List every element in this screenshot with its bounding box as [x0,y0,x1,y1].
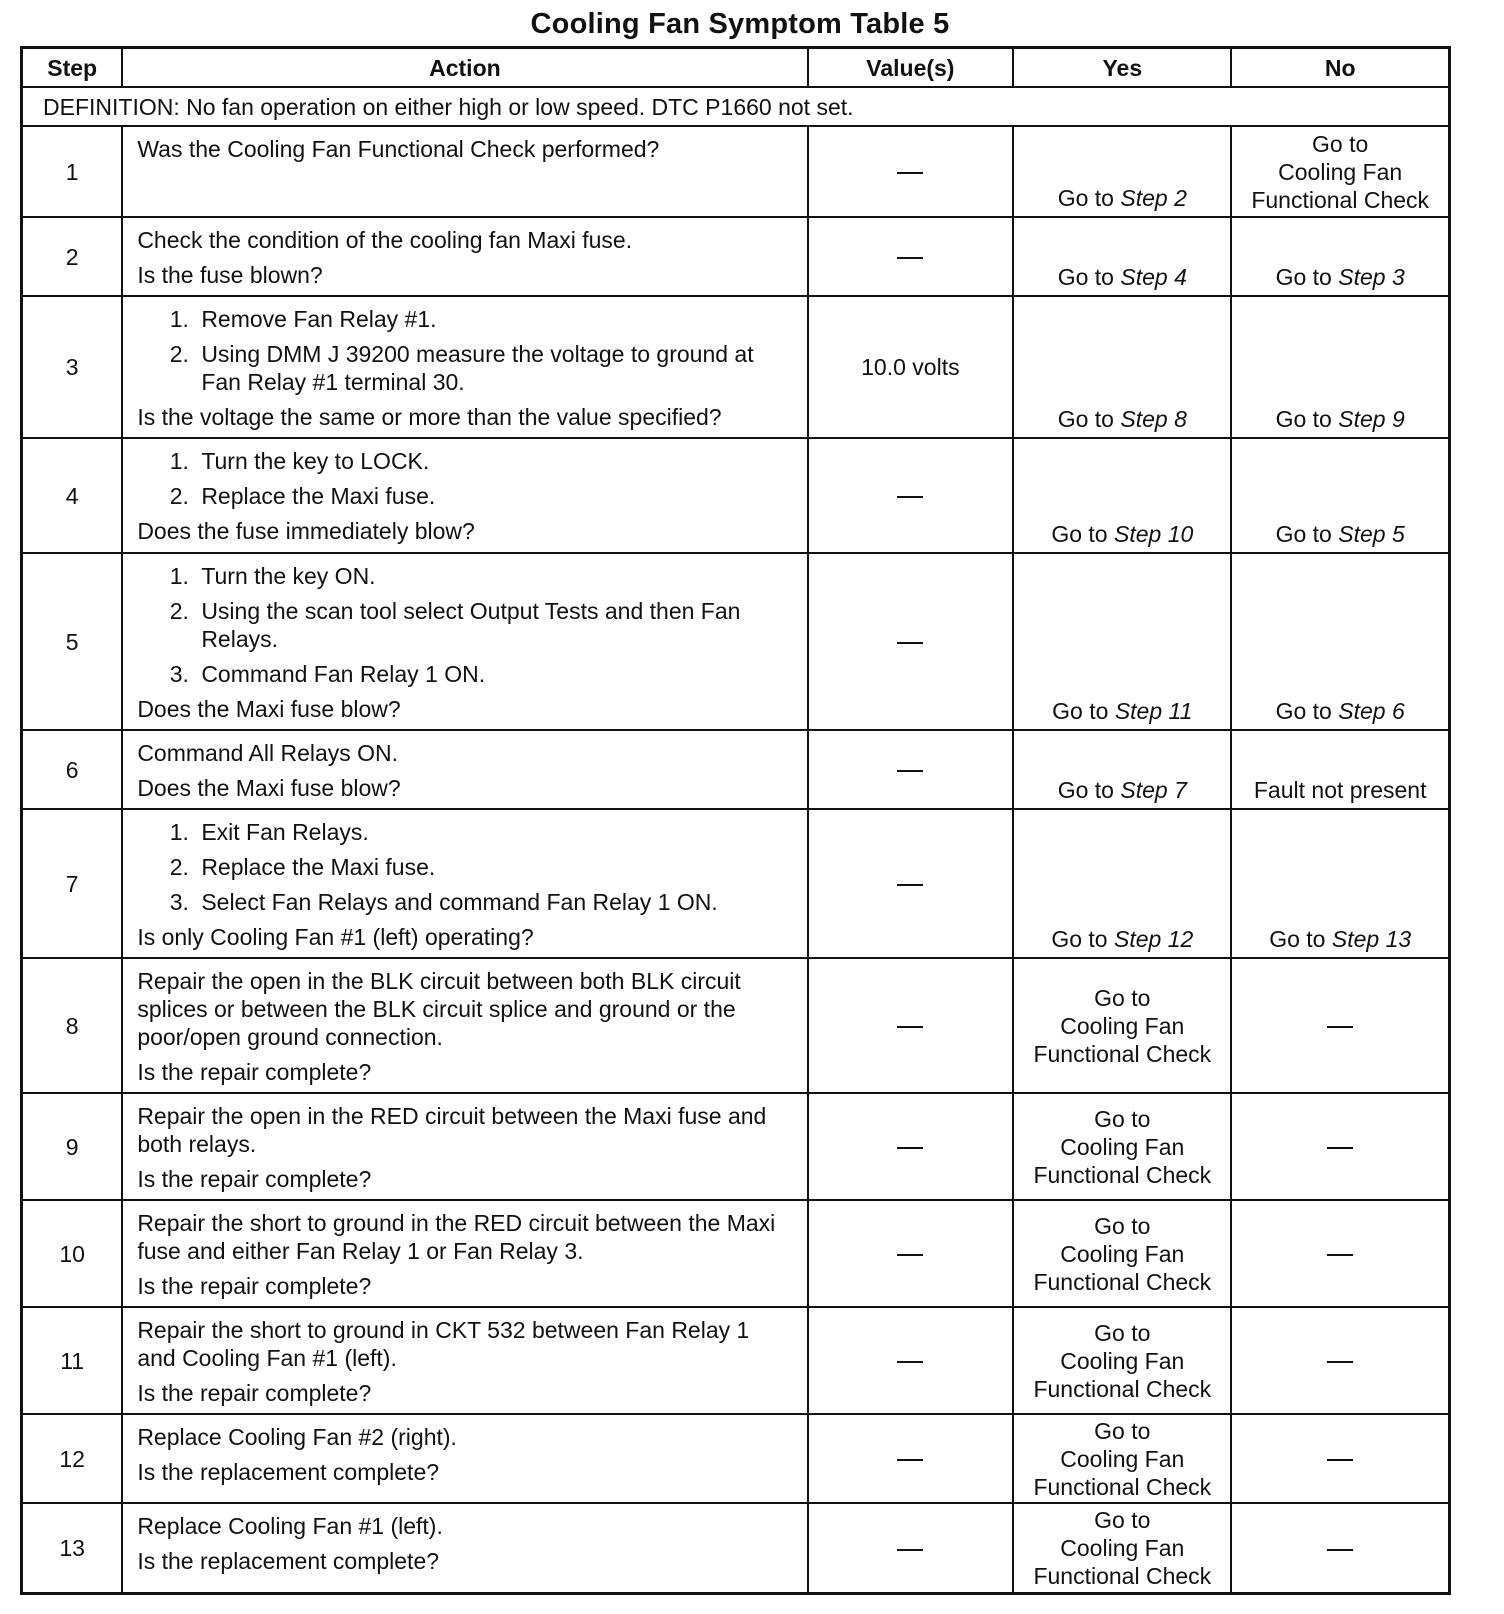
action-cell [122,438,807,553]
substep-list [137,562,792,688]
outcome-line: Functional Check [1033,1040,1212,1067]
table-row [22,1093,1450,1200]
action-question: Is the replacement complete? [137,1459,440,1485]
action-cell [122,126,807,217]
step-link[interactable]: Step 10 [1113,521,1194,547]
dash-mark [897,496,923,498]
definition-text: DEFINITION: No fan operation on either high or low speed. DTC P1660 not set. [22,87,1450,126]
outcome-line: Cooling Fan [1060,1012,1185,1039]
header-step: Step [22,48,123,88]
action-question: Is only Cooling Fan #1 (left) operating? [137,924,534,950]
action-text: Command All Relays ON. [137,740,399,766]
step-link[interactable]: Step 9 [1338,406,1405,432]
action-question: Is the repair complete? [137,1059,372,1085]
step-link[interactable]: Step 4 [1120,264,1187,290]
value-cell [808,296,1014,438]
action-text: Check the condition of the cooling fan Maxi fuse. [137,227,633,253]
step-link[interactable]: Step 13 [1331,926,1412,952]
outcome-line: Go to [1094,1319,1151,1346]
outcome-line: Cooling Fan [1060,1347,1185,1374]
substep-item: 2. Using DMM J 39200 measure the voltage to ground at Fan Relay #1 terminal 30. [195,340,792,396]
outcome-text: Fault not present [1253,777,1427,803]
value-cell [808,553,1014,730]
goto-prefix: Go to [1275,264,1332,290]
step-link[interactable]: Step 5 [1338,521,1405,547]
outcome-line: Cooling Fan [1060,1445,1185,1472]
value-cell [808,1503,1014,1593]
action-question: Is the voltage the same or more than the value specified? [137,404,722,430]
dash-mark [897,172,923,174]
value-cell [808,1200,1014,1307]
table-row [22,1200,1450,1307]
action-text: Repair the short to ground in the RED circuit between the Maxi fuse and either Fan Relay 1 or Fan Relay 3. [137,1210,776,1264]
step-link[interactable]: Step 3 [1338,264,1405,290]
symptom-table [20,46,1451,1595]
step-number: 13 [22,1503,123,1593]
no-cell [1231,553,1449,730]
table-row [22,809,1450,958]
goto-prefix: Go to [1275,406,1332,432]
action-question: Does the Maxi fuse blow? [137,696,401,722]
action-cell [122,217,807,296]
table-row [22,217,1450,296]
goto-prefix: Go to [1057,777,1114,803]
substep-item: 2. Replace the Maxi fuse. [195,482,792,510]
header-values: Value(s) [808,48,1014,88]
yes-cell [1013,1503,1231,1593]
outcome-line: Functional Check [1033,1161,1212,1188]
no-cell [1231,809,1449,958]
value-cell [808,1307,1014,1414]
action-text: Was the Cooling Fan Functional Check performed? [137,136,660,162]
action-text: Repair the short to ground in CKT 532 between Fan Relay 1 and Cooling Fan #1 (left). [137,1317,750,1371]
substep-item: 1. Exit Fan Relays. [195,818,792,846]
dash-mark [897,1459,923,1461]
action-cell [122,1307,807,1414]
no-cell [1231,1093,1449,1200]
dash-mark [897,884,923,886]
value-cell [808,1414,1014,1503]
action-cell [122,1503,807,1593]
goto-prefix: Go to [1051,521,1108,547]
no-cell [1231,438,1449,553]
yes-cell [1013,126,1231,217]
outcome-line: Cooling Fan [1060,1240,1185,1267]
value-text: 10.0 volts [861,354,960,380]
no-cell [1231,730,1449,809]
step-link[interactable]: Step 6 [1338,698,1405,724]
outcome-line: Go to [1094,984,1151,1011]
action-question: Is the repair complete? [137,1166,372,1192]
substep-item: 2. Using the scan tool select Output Tests and then Fan Relays. [195,597,792,653]
dash-mark [1327,1147,1353,1149]
step-link[interactable]: Step 2 [1120,185,1187,211]
substep-list [137,305,792,396]
goto-prefix: Go to [1269,926,1326,952]
step-number: 11 [22,1307,123,1414]
header-no: No [1231,48,1449,88]
dash-mark [1327,1254,1353,1256]
value-cell [808,1093,1014,1200]
yes-cell [1013,958,1231,1093]
action-question: Is the repair complete? [137,1380,372,1406]
yes-cell [1013,296,1231,438]
dash-mark [897,642,923,644]
value-cell [808,958,1014,1093]
goto-prefix: Go to [1057,185,1114,211]
yes-cell [1013,438,1231,553]
no-cell [1231,217,1449,296]
header-yes: Yes [1013,48,1231,88]
yes-cell [1013,730,1231,809]
action-question: Is the fuse blown? [137,262,323,288]
action-question: Is the replacement complete? [137,1548,440,1574]
goto-prefix: Go to [1057,406,1114,432]
action-text: Replace Cooling Fan #2 (right). [137,1424,457,1450]
step-number: 3 [22,296,123,438]
outcome-line: Functional Check [1251,186,1430,213]
value-cell [808,126,1014,217]
yes-cell [1013,809,1231,958]
action-text: Repair the open in the RED circuit between the Maxi fuse and both relays. [137,1103,767,1157]
action-text: Repair the open in the BLK circuit between both BLK circuit splices or between the BLK circuit splice and ground or the poor/open ground connection. [137,968,741,1050]
step-number: 1 [22,126,123,217]
value-cell [808,217,1014,296]
goto-prefix: Go to [1052,698,1109,724]
action-cell [122,730,807,809]
no-cell [1231,1307,1449,1414]
value-cell [808,438,1014,553]
yes-cell [1013,1414,1231,1503]
definition-row [22,87,1450,126]
substep-item: 3. Select Fan Relays and command Fan Relay 1 ON. [195,888,792,916]
action-text: Replace Cooling Fan #1 (left). [137,1513,443,1539]
substep-item: 3. Command Fan Relay 1 ON. [195,660,792,688]
yes-cell [1013,1307,1231,1414]
substep-item: 1. Turn the key to LOCK. [195,447,792,475]
yes-cell [1013,1093,1231,1200]
action-cell [122,958,807,1093]
step-number: 5 [22,553,123,730]
goto-prefix: Go to [1057,264,1114,290]
yes-cell [1013,217,1231,296]
no-cell [1231,958,1449,1093]
outcome-line: Functional Check [1033,1375,1212,1402]
step-link[interactable]: Step 12 [1113,926,1194,952]
step-number: 9 [22,1093,123,1200]
action-cell [122,809,807,958]
table-row [22,1307,1450,1414]
outcome-line: Go to [1094,1506,1151,1533]
step-link[interactable]: Step 7 [1120,777,1187,803]
table-row [22,553,1450,730]
step-number: 2 [22,217,123,296]
dash-mark [1327,1026,1353,1028]
step-number: 10 [22,1200,123,1307]
step-link[interactable]: Step 11 [1114,698,1193,724]
dash-mark [897,1549,923,1551]
outcome-line: Go to [1094,1417,1151,1444]
action-question: Is the repair complete? [137,1273,372,1299]
no-cell [1231,1200,1449,1307]
action-question: Does the Maxi fuse blow? [137,775,401,801]
action-cell [122,1414,807,1503]
outcome-line: Functional Check [1033,1562,1212,1589]
dash-mark [1327,1549,1353,1551]
dash-mark [1327,1459,1353,1461]
header-action: Action [122,48,807,88]
outcome-line: Functional Check [1033,1473,1212,1500]
outcome-line: Cooling Fan [1278,158,1403,185]
outcome-line: Go to [1094,1212,1151,1239]
step-number: 6 [22,730,123,809]
table-title: Cooling Fan Symptom Table 5 [530,8,950,40]
table-row [22,296,1450,438]
substep-list [137,447,792,510]
goto-prefix: Go to [1275,521,1332,547]
table-row [22,1414,1450,1503]
yes-cell [1013,553,1231,730]
outcome-line: Go to [1312,130,1369,157]
dash-mark [897,1361,923,1363]
dash-mark [897,770,923,772]
goto-prefix: Go to [1275,698,1332,724]
no-cell [1231,126,1449,217]
action-question: Does the fuse immediately blow? [137,518,475,544]
action-cell [122,296,807,438]
goto-prefix: Go to [1051,926,1108,952]
outcome-line: Cooling Fan [1060,1534,1185,1561]
substep-list [137,818,792,916]
substep-item: 1. Remove Fan Relay #1. [195,305,792,333]
no-cell [1231,1503,1449,1593]
step-link[interactable]: Step 8 [1120,406,1187,432]
dash-mark [1327,1361,1353,1363]
table-row [22,126,1450,217]
table-row [22,1503,1450,1593]
step-number: 12 [22,1414,123,1503]
step-number: 8 [22,958,123,1093]
dash-mark [897,1147,923,1149]
outcome-line: Go to [1094,1105,1151,1132]
value-cell [808,730,1014,809]
table-row [22,438,1450,553]
dash-mark [897,257,923,259]
substep-item: 2. Replace the Maxi fuse. [195,853,792,881]
step-number: 4 [22,438,123,553]
action-cell [122,1200,807,1307]
header-row [22,48,1450,88]
dash-mark [897,1026,923,1028]
table-row [22,958,1450,1093]
yes-cell [1013,1200,1231,1307]
no-cell [1231,296,1449,438]
outcome-line: Cooling Fan [1060,1133,1185,1160]
dash-mark [897,1254,923,1256]
outcome-line: Functional Check [1033,1268,1212,1295]
value-cell [808,809,1014,958]
action-cell [122,553,807,730]
no-cell [1231,1414,1449,1503]
table-row [22,730,1450,809]
substep-item: 1. Turn the key ON. [195,562,792,590]
action-cell [122,1093,807,1200]
step-number: 7 [22,809,123,958]
